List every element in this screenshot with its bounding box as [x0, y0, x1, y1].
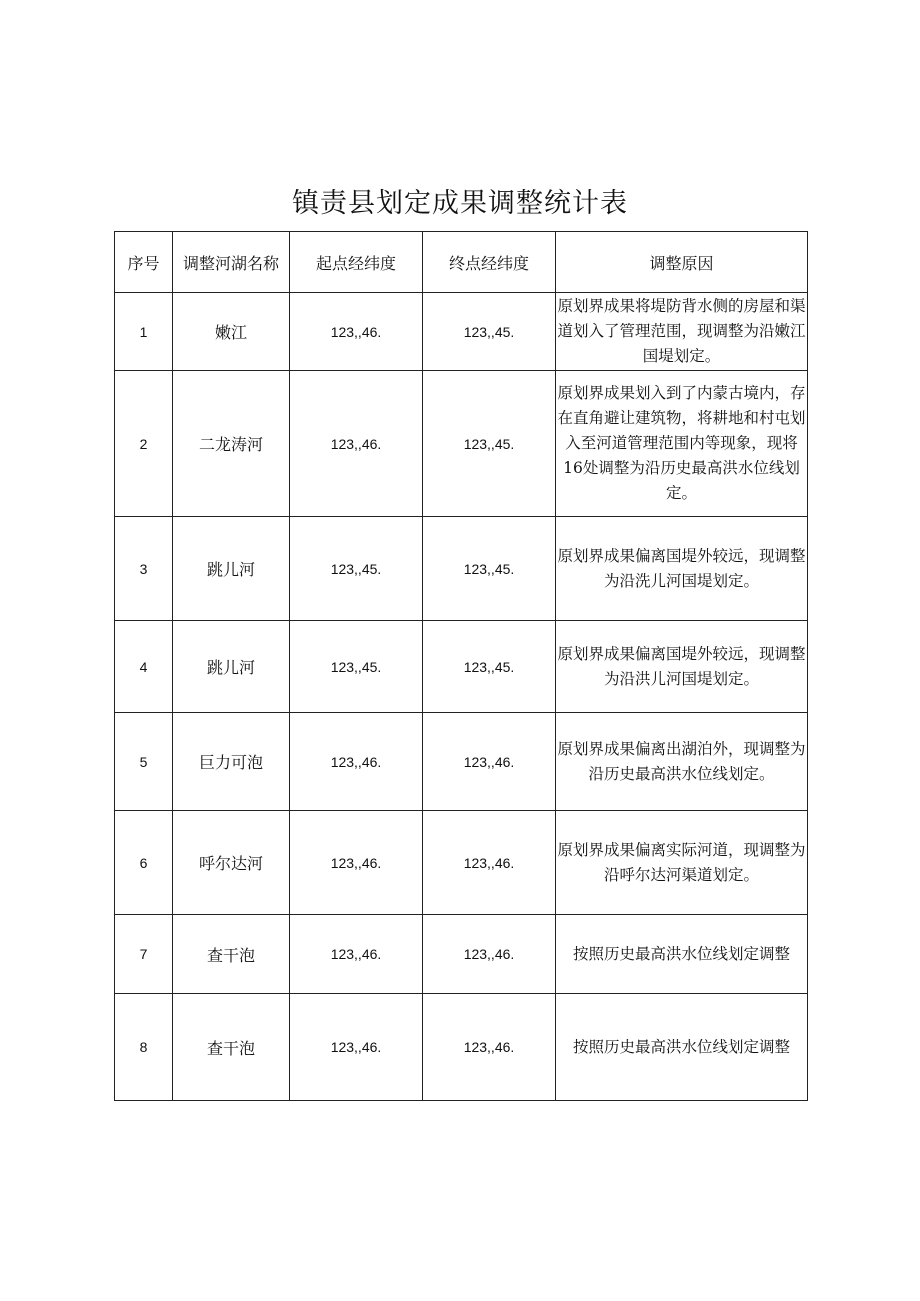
row-start-coordinates: 123,,45. [290, 621, 423, 713]
row-river-name: 呼尔达河 [173, 811, 290, 915]
row-serial-number: 3 [115, 517, 173, 621]
row-river-name: 跳儿河 [173, 621, 290, 713]
row-serial-number: 5 [115, 713, 173, 811]
row-end-coordinates: 123,,45. [423, 371, 556, 517]
row-serial-number: 6 [115, 811, 173, 915]
row-end-coordinates: 123,,45. [423, 621, 556, 713]
table-row [115, 811, 808, 915]
row-river-name: 嫩江 [173, 293, 290, 371]
row-start-coordinates: 123,,46. [290, 811, 423, 915]
header-serial-number: 序号 [115, 232, 173, 293]
row-serial-number: 1 [115, 293, 173, 371]
row-end-coordinates: 123,,46. [423, 811, 556, 915]
table-row [115, 293, 808, 371]
row-adjustment-reason: 原划界成果偏离实际河道，现调整为沿呼尔达河渠道划定。 [556, 811, 808, 915]
row-end-coordinates: 123,,45. [423, 517, 556, 621]
header-adjustment-reason: 调整原因 [556, 232, 808, 293]
row-start-coordinates: 123,,46. [290, 915, 423, 994]
row-serial-number: 8 [115, 994, 173, 1101]
row-serial-number: 2 [115, 371, 173, 517]
row-river-name: 查干泡 [173, 915, 290, 994]
row-serial-number: 4 [115, 621, 173, 713]
document-title: 镇责县划定成果调整统计表 [292, 188, 628, 219]
table-row [115, 994, 808, 1101]
header-end-coordinates: 终点经纬度 [423, 232, 556, 293]
row-adjustment-reason: 原划界成果偏离出湖泊外，现调整为沿历史最高洪水位线划定。 [556, 713, 808, 811]
row-end-coordinates: 123,,46. [423, 915, 556, 994]
table-row [115, 371, 808, 517]
header-river-lake-name: 调整河湖名称 [173, 232, 290, 293]
table-header-row [115, 232, 808, 293]
header-start-coordinates: 起点经纬度 [290, 232, 423, 293]
row-start-coordinates: 123,,46. [290, 994, 423, 1101]
row-serial-number: 7 [115, 915, 173, 994]
row-adjustment-reason: 原划界成果划入到了内蒙古境内，存在直角避让建筑物，将耕地和村屯划入至河道管理范围内等现象，现将16处调整为沿历史最高洪水位线划定。 [556, 371, 808, 517]
row-end-coordinates: 123,,46. [423, 713, 556, 811]
row-start-coordinates: 123,,45. [290, 517, 423, 621]
row-end-coordinates: 123,,45. [423, 293, 556, 371]
row-river-name: 查干泡 [173, 994, 290, 1101]
row-river-name: 跳儿河 [173, 517, 290, 621]
table-row [115, 621, 808, 713]
row-end-coordinates: 123,,46. [423, 994, 556, 1101]
table-row [115, 713, 808, 811]
row-start-coordinates: 123,,46. [290, 371, 423, 517]
row-river-name: 二龙涛河 [173, 371, 290, 517]
row-adjustment-reason: 原划界成果偏离国堤外较远，现调整为沿洪儿河国堤划定。 [556, 621, 808, 713]
row-adjustment-reason: 按照历史最高洪水位线划定调整 [556, 915, 808, 994]
row-river-name: 巨力可泡 [173, 713, 290, 811]
adjustment-stats-table [114, 231, 808, 1101]
table-row [115, 517, 808, 621]
row-adjustment-reason: 按照历史最高洪水位线划定调整 [556, 994, 808, 1101]
table-row [115, 915, 808, 994]
row-start-coordinates: 123,,46. [290, 713, 423, 811]
row-adjustment-reason: 原划界成果将堤防背水侧的房屋和渠道划入了管理范围，现调整为沿嫩江国堤划定。 [556, 293, 808, 371]
row-adjustment-reason: 原划界成果偏离国堤外较远，现调整为沿洗儿河国堤划定。 [556, 517, 808, 621]
row-start-coordinates: 123,,46. [290, 293, 423, 371]
